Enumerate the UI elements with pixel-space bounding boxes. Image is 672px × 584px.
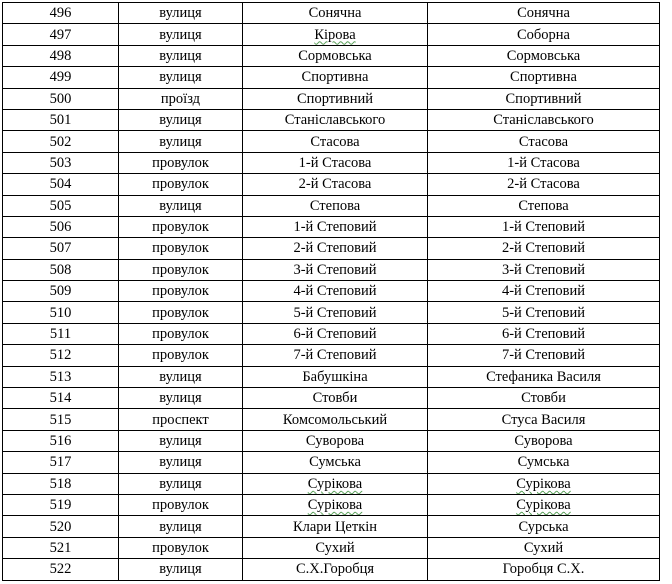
new-name-text: Сурська bbox=[518, 518, 569, 535]
row-number-text: 497 bbox=[49, 26, 72, 43]
table-row bbox=[3, 366, 660, 387]
street-type-cell bbox=[119, 109, 243, 130]
street-type-cell bbox=[119, 409, 243, 430]
table-row bbox=[3, 174, 660, 195]
old-name-cell bbox=[243, 537, 428, 558]
old-name-text: 4-й Степовий bbox=[293, 283, 377, 300]
row-number-text: 518 bbox=[49, 475, 72, 492]
old-name-text: Сурікова bbox=[307, 497, 363, 514]
table-row bbox=[3, 537, 660, 558]
old-name-text: 1-й Степовий bbox=[293, 219, 377, 236]
street-type-cell bbox=[119, 45, 243, 66]
old-name-text: Сонячна bbox=[308, 5, 362, 22]
new-name-cell bbox=[428, 67, 660, 88]
row-number-cell bbox=[3, 281, 119, 302]
table-row bbox=[3, 516, 660, 537]
row-number-cell bbox=[3, 195, 119, 216]
row-number-cell bbox=[3, 559, 119, 580]
old-name-cell bbox=[243, 559, 428, 580]
row-number-cell bbox=[3, 216, 119, 237]
row-number-text: 511 bbox=[49, 326, 72, 343]
old-name-text: Клари Цеткін bbox=[292, 518, 378, 535]
row-number-text: 514 bbox=[49, 390, 72, 407]
street-type-text: провулок bbox=[152, 539, 209, 556]
street-type-text: провулок bbox=[152, 283, 209, 300]
new-name-text: Станіславського bbox=[493, 112, 594, 129]
new-name-cell bbox=[428, 388, 660, 409]
old-name-cell bbox=[243, 345, 428, 366]
table-row bbox=[3, 345, 660, 366]
new-name-text: 2-й Стасова bbox=[507, 176, 580, 193]
new-name-cell bbox=[428, 174, 660, 195]
table-row bbox=[3, 473, 660, 494]
row-number-text: 521 bbox=[49, 539, 72, 556]
new-name-text: Сумська bbox=[517, 454, 570, 471]
row-number-cell bbox=[3, 409, 119, 430]
new-name-cell bbox=[428, 537, 660, 558]
old-name-cell bbox=[243, 67, 428, 88]
old-name-cell bbox=[243, 174, 428, 195]
old-name-cell bbox=[243, 409, 428, 430]
street-type-text: провулок bbox=[152, 219, 209, 236]
new-name-text: Сурікова bbox=[516, 475, 571, 492]
street-type-text: провулок bbox=[152, 154, 209, 171]
new-name-cell bbox=[428, 302, 660, 323]
street-type-text: вулиця bbox=[159, 368, 202, 385]
new-name-text: Стефаника Василя bbox=[486, 368, 601, 385]
old-name-cell bbox=[243, 3, 428, 24]
table-row bbox=[3, 559, 660, 580]
table-row bbox=[3, 302, 660, 323]
old-name-cell bbox=[243, 131, 428, 152]
old-name-cell bbox=[243, 109, 428, 130]
street-type-text: проїзд bbox=[160, 90, 201, 107]
street-type-cell bbox=[119, 88, 243, 109]
row-number-text: 516 bbox=[49, 433, 72, 449]
new-name-text: Сурікова bbox=[516, 497, 571, 514]
table-row bbox=[3, 430, 660, 451]
street-type-cell bbox=[119, 174, 243, 195]
row-number-text: 508 bbox=[49, 261, 72, 278]
old-name-cell bbox=[243, 516, 428, 537]
new-name-cell bbox=[428, 3, 660, 24]
street-type-cell bbox=[119, 494, 243, 515]
street-rename-table bbox=[2, 2, 660, 581]
street-type-cell bbox=[119, 473, 243, 494]
new-name-cell bbox=[428, 323, 660, 344]
street-type-cell bbox=[119, 430, 243, 451]
street-type-cell bbox=[119, 238, 243, 259]
old-name-text: Степова bbox=[309, 197, 361, 214]
row-number-text: 506 bbox=[49, 219, 72, 236]
new-name-text: 7-й Степовий bbox=[501, 347, 586, 364]
old-name-cell bbox=[243, 388, 428, 409]
old-name-text: Суворова bbox=[305, 433, 365, 449]
old-name-text: 7-й Степовий bbox=[293, 347, 377, 364]
table-row bbox=[3, 238, 660, 259]
old-name-text: Сормовська bbox=[298, 47, 372, 64]
new-name-cell bbox=[428, 259, 660, 280]
table-row bbox=[3, 259, 660, 280]
new-name-text: 5-й Степовий bbox=[501, 304, 586, 321]
old-name-text: 1-й Стасова bbox=[298, 154, 372, 171]
street-type-cell bbox=[119, 152, 243, 173]
row-number-text: 502 bbox=[49, 133, 72, 150]
street-type-text: вулиця bbox=[159, 112, 202, 129]
new-name-text: 3-й Степовий bbox=[501, 261, 586, 278]
row-number-cell bbox=[3, 88, 119, 109]
new-name-cell bbox=[428, 24, 660, 45]
old-name-text: 3-й Степовий bbox=[293, 261, 377, 278]
new-name-cell bbox=[428, 109, 660, 130]
row-number-cell bbox=[3, 238, 119, 259]
row-number-cell bbox=[3, 174, 119, 195]
row-number-cell bbox=[3, 516, 119, 537]
table-row bbox=[3, 131, 660, 152]
new-name-text: 2-й Степовий bbox=[501, 240, 586, 257]
row-number-text: 509 bbox=[49, 283, 72, 300]
row-number-cell bbox=[3, 259, 119, 280]
row-number-text: 507 bbox=[49, 240, 72, 257]
new-name-text: Сормовська bbox=[506, 47, 581, 64]
old-name-text: 2-й Степовий bbox=[293, 240, 377, 257]
row-number-cell bbox=[3, 109, 119, 130]
row-number-text: 522 bbox=[49, 561, 72, 578]
table-row bbox=[3, 388, 660, 409]
new-name-cell bbox=[428, 494, 660, 515]
old-name-cell bbox=[243, 24, 428, 45]
old-name-cell bbox=[243, 238, 428, 259]
street-type-text: вулиця bbox=[159, 69, 202, 86]
new-name-text: Стуса Василя bbox=[501, 411, 586, 428]
street-type-cell bbox=[119, 67, 243, 88]
old-name-text: С.Х.Горобця bbox=[295, 561, 375, 578]
new-name-text: Соборна bbox=[517, 26, 570, 43]
row-number-cell bbox=[3, 45, 119, 66]
new-name-cell bbox=[428, 131, 660, 152]
row-number-cell bbox=[3, 430, 119, 451]
row-number-cell bbox=[3, 131, 119, 152]
street-type-cell bbox=[119, 3, 243, 24]
street-type-text: проспект bbox=[152, 411, 209, 428]
new-name-cell bbox=[428, 473, 660, 494]
old-name-cell bbox=[243, 195, 428, 216]
new-name-cell bbox=[428, 88, 660, 109]
row-number-cell bbox=[3, 152, 119, 173]
new-name-cell bbox=[428, 238, 660, 259]
street-type-text: вулиця bbox=[159, 561, 202, 578]
old-name-cell bbox=[243, 323, 428, 344]
street-type-text: провулок bbox=[152, 240, 209, 257]
old-name-text: Спортивний bbox=[297, 90, 373, 107]
old-name-cell bbox=[243, 494, 428, 515]
table-body bbox=[3, 3, 660, 581]
old-name-cell bbox=[243, 216, 428, 237]
new-name-text: 4-й Степовий bbox=[501, 283, 586, 300]
new-name-cell bbox=[428, 45, 660, 66]
row-number-cell bbox=[3, 302, 119, 323]
old-name-cell bbox=[243, 45, 428, 66]
old-name-cell bbox=[243, 302, 428, 323]
table-row bbox=[3, 409, 660, 430]
old-name-text: Станіславського bbox=[284, 112, 386, 129]
new-name-cell bbox=[428, 195, 660, 216]
new-name-cell bbox=[428, 216, 660, 237]
street-type-cell bbox=[119, 24, 243, 45]
row-number-text: 517 bbox=[49, 454, 72, 471]
street-type-cell bbox=[119, 216, 243, 237]
row-number-cell bbox=[3, 67, 119, 88]
table-row bbox=[3, 67, 660, 88]
street-type-text: провулок bbox=[152, 326, 209, 343]
street-type-cell bbox=[119, 131, 243, 152]
row-number-text: 496 bbox=[49, 5, 72, 22]
old-name-cell bbox=[243, 152, 428, 173]
street-type-cell bbox=[119, 366, 243, 387]
old-name-text: Стасова bbox=[310, 133, 360, 150]
new-name-cell bbox=[428, 516, 660, 537]
old-name-text: Бабушкіна bbox=[302, 368, 368, 385]
street-type-cell bbox=[119, 259, 243, 280]
row-number-text: 505 bbox=[49, 197, 72, 214]
row-number-cell bbox=[3, 24, 119, 45]
street-type-cell bbox=[119, 281, 243, 302]
old-name-text: Сурікова bbox=[307, 475, 363, 492]
street-type-text: вулиця bbox=[159, 5, 202, 22]
street-type-text: вулиця bbox=[159, 518, 202, 535]
row-number-cell bbox=[3, 494, 119, 515]
table-row bbox=[3, 452, 660, 473]
new-name-text: Степова bbox=[518, 197, 569, 214]
row-number-text: 503 bbox=[49, 154, 72, 171]
row-number-cell bbox=[3, 366, 119, 387]
old-name-cell bbox=[243, 430, 428, 451]
old-name-text: Сумська bbox=[309, 454, 361, 471]
new-name-text: Спортивна bbox=[510, 69, 577, 86]
row-number-text: 500 bbox=[49, 90, 72, 107]
street-type-text: вулиця bbox=[159, 26, 202, 43]
new-name-cell bbox=[428, 281, 660, 302]
old-name-cell bbox=[243, 452, 428, 473]
table-row bbox=[3, 109, 660, 130]
new-name-text: Сухий bbox=[523, 539, 564, 556]
street-type-cell bbox=[119, 559, 243, 580]
new-name-cell bbox=[428, 152, 660, 173]
old-name-text: 5-й Степовий bbox=[293, 304, 377, 321]
street-type-text: вулиця bbox=[159, 390, 202, 407]
table-row bbox=[3, 45, 660, 66]
street-type-text: провулок bbox=[152, 497, 209, 514]
street-type-text: провулок bbox=[152, 261, 209, 278]
row-number-cell bbox=[3, 388, 119, 409]
row-number-text: 498 bbox=[49, 47, 72, 64]
new-name-cell bbox=[428, 452, 660, 473]
new-name-text: Суворова bbox=[514, 433, 573, 449]
street-type-cell bbox=[119, 323, 243, 344]
street-type-text: вулиця bbox=[159, 197, 202, 214]
street-type-text: вулиця bbox=[159, 47, 202, 64]
table-row bbox=[3, 323, 660, 344]
table-row bbox=[3, 195, 660, 216]
table-row bbox=[3, 216, 660, 237]
row-number-text: 499 bbox=[49, 69, 72, 86]
old-name-cell bbox=[243, 88, 428, 109]
row-number-cell bbox=[3, 323, 119, 344]
new-name-text: Горобця С.Х. bbox=[502, 561, 585, 578]
new-name-text: 1-й Стасова bbox=[507, 154, 580, 171]
old-name-text: Стовби bbox=[312, 390, 358, 407]
street-type-cell bbox=[119, 388, 243, 409]
old-name-cell bbox=[243, 259, 428, 280]
new-name-text: Стасова bbox=[518, 133, 569, 150]
row-number-cell bbox=[3, 537, 119, 558]
new-name-text: Спортивний bbox=[505, 90, 582, 107]
old-name-cell bbox=[243, 366, 428, 387]
table-row bbox=[3, 494, 660, 515]
row-number-cell bbox=[3, 3, 119, 24]
row-number-text: 520 bbox=[49, 518, 72, 535]
row-number-text: 501 bbox=[49, 112, 72, 129]
street-type-text: провулок bbox=[152, 347, 209, 364]
street-type-cell bbox=[119, 516, 243, 537]
street-type-text: вулиця bbox=[159, 454, 202, 471]
street-type-text: вулиця bbox=[159, 475, 202, 492]
new-name-text: 6-й Степовий bbox=[501, 326, 586, 343]
street-type-text: вулиця bbox=[159, 433, 202, 449]
table-row bbox=[3, 281, 660, 302]
table-row bbox=[3, 152, 660, 173]
table-row bbox=[3, 3, 660, 24]
old-name-text: Спортивна bbox=[301, 69, 369, 86]
row-number-text: 513 bbox=[49, 368, 72, 385]
row-number-cell bbox=[3, 452, 119, 473]
row-number-text: 519 bbox=[49, 497, 72, 514]
new-name-cell bbox=[428, 409, 660, 430]
old-name-text: Кірова bbox=[314, 26, 356, 43]
old-name-text: Сухий bbox=[315, 539, 355, 556]
street-type-text: провулок bbox=[152, 176, 209, 193]
old-name-cell bbox=[243, 473, 428, 494]
old-name-text: 6-й Степовий bbox=[293, 326, 377, 343]
old-name-text: 2-й Стасова bbox=[298, 176, 372, 193]
row-number-cell bbox=[3, 345, 119, 366]
table-row bbox=[3, 88, 660, 109]
street-type-text: вулиця bbox=[159, 133, 202, 150]
table-row bbox=[3, 24, 660, 45]
row-number-text: 510 bbox=[49, 304, 72, 321]
street-type-cell bbox=[119, 195, 243, 216]
new-name-text: Стовби bbox=[521, 390, 566, 407]
new-name-cell bbox=[428, 345, 660, 366]
row-number-text: 515 bbox=[49, 411, 72, 428]
row-number-cell bbox=[3, 473, 119, 494]
street-type-cell bbox=[119, 537, 243, 558]
new-name-cell bbox=[428, 366, 660, 387]
new-name-text: 1-й Степовий bbox=[501, 219, 586, 236]
new-name-cell bbox=[428, 559, 660, 580]
street-type-cell bbox=[119, 452, 243, 473]
new-name-text: Сонячна bbox=[517, 5, 570, 22]
row-number-text: 504 bbox=[49, 176, 72, 193]
new-name-cell bbox=[428, 430, 660, 451]
row-number-text: 512 bbox=[49, 347, 72, 364]
street-type-text: провулок bbox=[152, 304, 209, 321]
old-name-cell bbox=[243, 281, 428, 302]
old-name-text: Комсомольський bbox=[282, 411, 388, 428]
street-type-cell bbox=[119, 302, 243, 323]
street-type-cell bbox=[119, 345, 243, 366]
